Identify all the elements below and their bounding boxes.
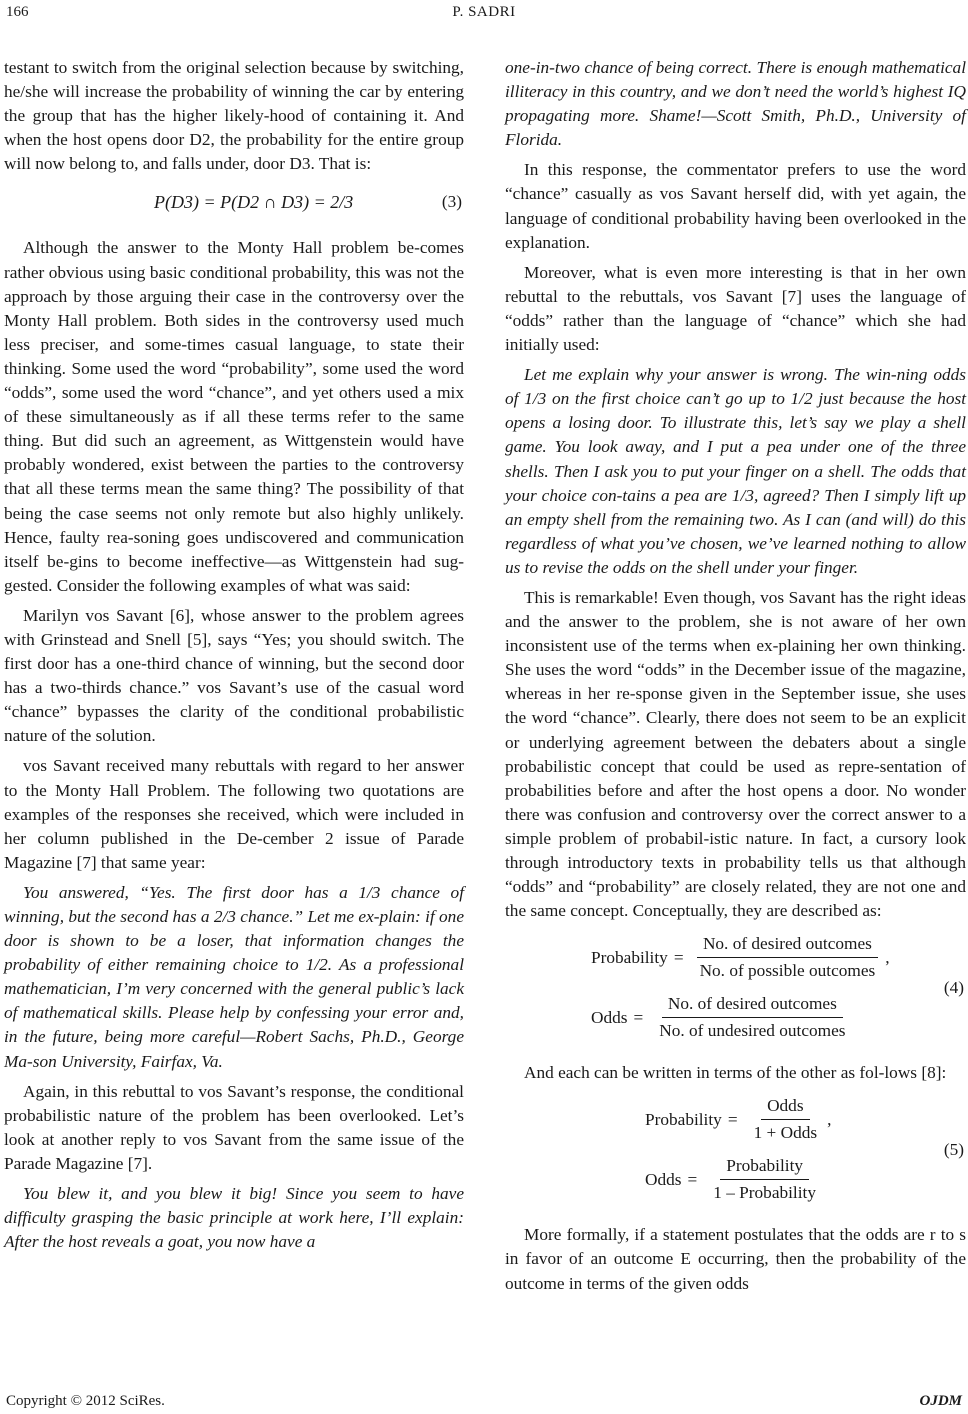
eq4-odds-denominator: No. of undesired outcomes <box>659 1021 846 1041</box>
paragraph: Marilyn vos Savant [6], whose answer to the problem agrees with Grinstead and Snell [5], says “Yes; you should switch. The first door has a one-third chance of winning, but the second door has a two-thirds chance.” vos Savant’s use of the casual word “chance” bypasses the clarity of the conditional probabilistic nature of the solution. <box>4 605 464 746</box>
eq5-probability-numerator: Odds <box>761 1095 810 1120</box>
paragraph: Again, in this rebuttal to vos Savant’s response, the conditional probabilistic nature of the problem has been overlooked. Let’s look at another reply to vos Savant from the same issue of the Parade Magazine [7]. <box>4 1081 464 1173</box>
paragraph: And each can be written in terms of the other as fol-lows [8]: <box>524 1063 947 1083</box>
paragraph: In this response, the commentator prefers to use the word “chance” casually as vos Savant herself did, with yet again, the language of conditional probability having been overlooked in the explanation. <box>505 160 966 252</box>
eq4-odds-numerator: No. of desired outcomes <box>662 993 843 1018</box>
paragraph: Moreover, what is even more interesting is that in her own rebuttal to the rebuttals, vos Savant [7] uses the language of “odds” rather than the language of “chance” which she had initially used: <box>505 262 966 355</box>
eq4-odds-label: Odds <box>591 1007 628 1027</box>
eq5-probability-denominator: 1 + Odds <box>753 1123 818 1143</box>
page-number: 166 <box>6 4 29 20</box>
paragraph: testant to switch from the original selection because by switching, he/she will increase the probability of winning the car by entering the group that has the higher likely-hood of containing it. And when the host opens door D2, the probability for the entire group will now belong to, and falls under, door D3. That is: <box>4 58 464 174</box>
paragraph: More formally, if a statement postulates that the odds are r to s in favor of an outcome E occurring, then the probability of the outcome in terms of the given odds <box>505 1225 966 1293</box>
equation-4: Probability = $\frac{\text{No. of desired outcomes}}{\text{No. of possible outcomes}}$ , Odds = $\frac{\text{No. of desired outcomes}}{\text{No. of undesired outcomes}}$ (4) <box>591 934 964 1041</box>
block-quote-continued: one-in-two chance of being correct. There is enough mathematical illiteracy in this country, and we don’t need the world’s highest IQ propagating more. Shame!—Scott Smith, Ph.D., University of Florida. <box>505 58 966 150</box>
right-column <box>505 56 966 1302</box>
equation-3 <box>4 184 464 228</box>
eq4-odds-fraction <box>653 993 851 1042</box>
equation-4-number: (4) <box>943 978 964 998</box>
eq4-probability-label: Probability <box>591 947 668 967</box>
block-quote: Let me explain why your answer is wrong. The win-ning odds of 1/3 on the first choice can’t go up to 1/2 just because the host opens a losing door. To illustrate this, let’s say we play a shell game. You look away, and I put a pea under one of the three shells. Then I ask you to put your finger on a shell. The odds that your choice con-tains a pea are 1/3, agreed? Then I simply lift up an empty shell from the remaining two. As I can (and will) do this regardless of what you’ve chosen, we’ve learned nothing to allow us to revise the odds on the shell under your finger. <box>505 365 966 577</box>
block-quote: You blew it, and you blew it big! Since you seem to have difficulty grasping the basic principle at work here, I’ll explain: After the host reveals a goat, you now have a <box>4 1184 464 1252</box>
block-quote: You answered, “Yes. The first door has a 1/3 chance of winning, but the second has a 2/3 chance.” Let me ex-plain: if one door is shown to be a loser, that information changes the probability of either remaining choice to 1/2. As a professional mathematician, I’m very concerned with the general public’s lack of mathematical skills. Please help by confessing your error and, in the future, being more careful—Robert Sachs, Ph.D., George Ma-son University, Fairfax, Va. <box>4 882 464 1071</box>
eq4-probability-fraction <box>694 933 882 982</box>
left-column <box>4 56 464 1260</box>
eq4-probability-numerator: No. of desired outcomes <box>697 933 878 958</box>
eq5-odds-denominator: 1 – Probability <box>713 1183 816 1203</box>
equation-5-number: (5) <box>943 1140 964 1160</box>
paragraph: vos Savant received many rebuttals with regard to her answer to the Monty Hall Problem. The following two quotations are examples of the responses she received, which were included in her column published in the De-cember 2 issue of Parade Magazine [7] that same year: <box>4 756 464 872</box>
eq5-probability-fraction <box>748 1095 824 1144</box>
paragraph: Although the answer to the Monty Hall problem be-comes rather obvious using basic conditional probability, this was not the approach by those arguing their case in the controversy over the Monty Hall problem. Both sides in the controversy used much less preciser, and some-times casual language, to state their thinking. Some used the word “probability”, some used the word “odds”, some used the word “chance”, and yet others used a mix of these simultaneously as if all these terms refer to the same thing. But did such an agreement, as Wittgenstein would have probably wondered, exist between the parties to the controversy that all these terms mean the same thing? The possibility of that being the case seems not only remote but also highly unlikely. Hence, faulty rea-soning goes undiscovered and communication itself be-gins to become ineffective—as Wittgenstein had sug-gested. Consider the following examples of what was said: <box>4 238 464 595</box>
eq5-odds-fraction <box>707 1155 822 1204</box>
equation-5: Probability = $\frac{\text{Odds}}{\text{1 + Odds}}$ , Odds = $\frac{\text{Probability}}{\text{1 – Probability}}$ (5) <box>645 1096 964 1203</box>
paragraph: This is remarkable! Even though, vos Savant has the right ideas and the answer to the problem, she is not aware of her own inconsistent use of the terms when ex-plaining her own thinking. She uses the word “odds” in the December issue of the magazine, whereas in her re-sponse given in the September issue, she uses the word “chance”. Clearly, there does not seem to be an explicit or underlying agreement between the debaters about a single probabilistic concept that could be used as repre-sentation of probabilities before and after the host opens a door. No wonder there was confusion and controversy over the correct answer to a simple problem of probabil-istic nature. In fact, a cursory look through introductory texts in probability tells us that although “odds” and “probability” are closely related, they are not one and the same concept. Conceptually, they are described as: <box>505 587 966 921</box>
equation-3-body: P(D3) = P(D2 ∩ D3) = 2/3 <box>154 192 354 213</box>
journal-name: OJDM <box>919 1393 962 1409</box>
running-author: P. SADRI <box>452 4 516 20</box>
eq5-odds-numerator: Probability <box>720 1155 809 1180</box>
eq5-probability-label: Probability <box>645 1109 722 1129</box>
equation-3-number: (3) <box>441 192 462 212</box>
page-header <box>0 4 968 28</box>
eq5-odds-label: Odds <box>645 1169 682 1189</box>
eq4-probability-denominator: No. of possible outcomes <box>699 961 876 981</box>
copyright-notice: Copyright © 2012 SciRes. <box>6 1393 165 1409</box>
